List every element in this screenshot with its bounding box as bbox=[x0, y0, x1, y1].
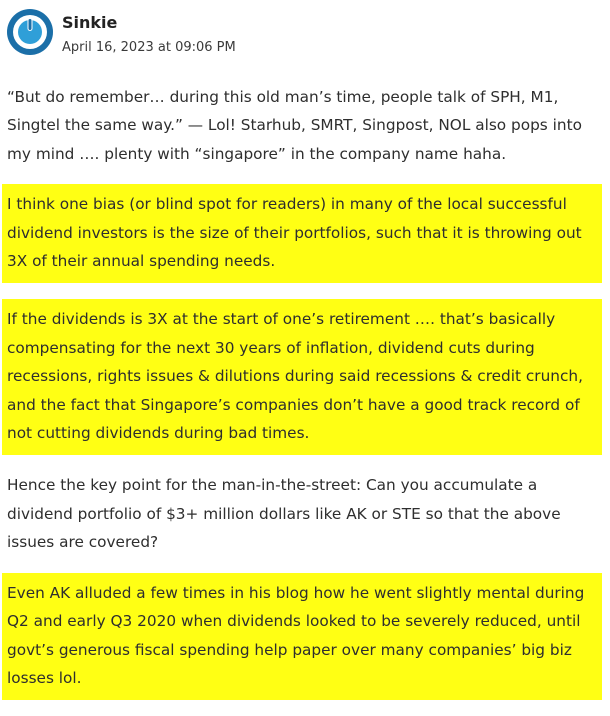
paragraph-line: Singtel the same way.” — Lol! Starhub, SMRT, Singpost, NOL also pops into bbox=[7, 116, 582, 135]
paragraph-line: govt’s generous fiscal spending help paper over many companies’ big biz bbox=[7, 640, 572, 659]
paragraph-line: dividend portfolio of $3+ million dollars like AK or STE so that the above bbox=[7, 504, 561, 523]
paragraph-line: “But do remember… during this old man’s time, people talk of SPH, M1, bbox=[7, 88, 559, 106]
paragraph-line: recessions, rights issues & dilutions during said recessions & credit crunch, bbox=[7, 367, 583, 386]
highlighted-paragraph bbox=[2, 299, 602, 455]
paragraph-line: Hence the key point for the man-in-the-street: Can you accumulate a bbox=[7, 476, 538, 495]
paragraph-line: compensating for the next 30 years of inflation, dividend cuts during bbox=[7, 338, 535, 357]
highlighted-paragraph bbox=[2, 184, 602, 283]
paragraph-line: my mind …. plenty with “singapore” in the company name haha. bbox=[7, 144, 507, 163]
comment-paragraph bbox=[7, 83, 597, 168]
paragraph-line: Q2 and early Q3 2020 when dividends looked to be severely reduced, until bbox=[7, 612, 581, 631]
paragraph-line: not cutting dividends during bad times. bbox=[7, 424, 310, 443]
paragraph-line: and the fact that Singapore’s companies don’t have a good track record of bbox=[7, 395, 580, 414]
comment-paragraph bbox=[7, 471, 597, 556]
paragraph-line: issues are covered? bbox=[7, 533, 159, 552]
comment-body bbox=[7, 83, 597, 716]
paragraph-line: I think one bias (or blind spot for readers) in many of the local successful bbox=[7, 195, 567, 214]
paragraph-line: losses lol. bbox=[7, 668, 82, 687]
comment-timestamp[interactable]: April 16, 2023 at 09:06 PM bbox=[62, 40, 236, 55]
highlighted-paragraph bbox=[2, 573, 602, 701]
comment-author[interactable]: Sinkie bbox=[62, 13, 118, 32]
comment-header bbox=[6, 8, 406, 58]
paragraph-line: dividend investors is the size of their portfolios, such that it is throwing out bbox=[7, 223, 582, 242]
paragraph-line: 3X of their annual spending needs. bbox=[7, 252, 276, 271]
paragraph-line: If the dividends is 3X at the start of one’s retirement …. that’s basically bbox=[7, 310, 556, 329]
user-avatar-icon[interactable] bbox=[6, 8, 54, 56]
paragraph-line: Even AK alluded a few times in his blog how he went slightly mental during bbox=[7, 583, 585, 602]
